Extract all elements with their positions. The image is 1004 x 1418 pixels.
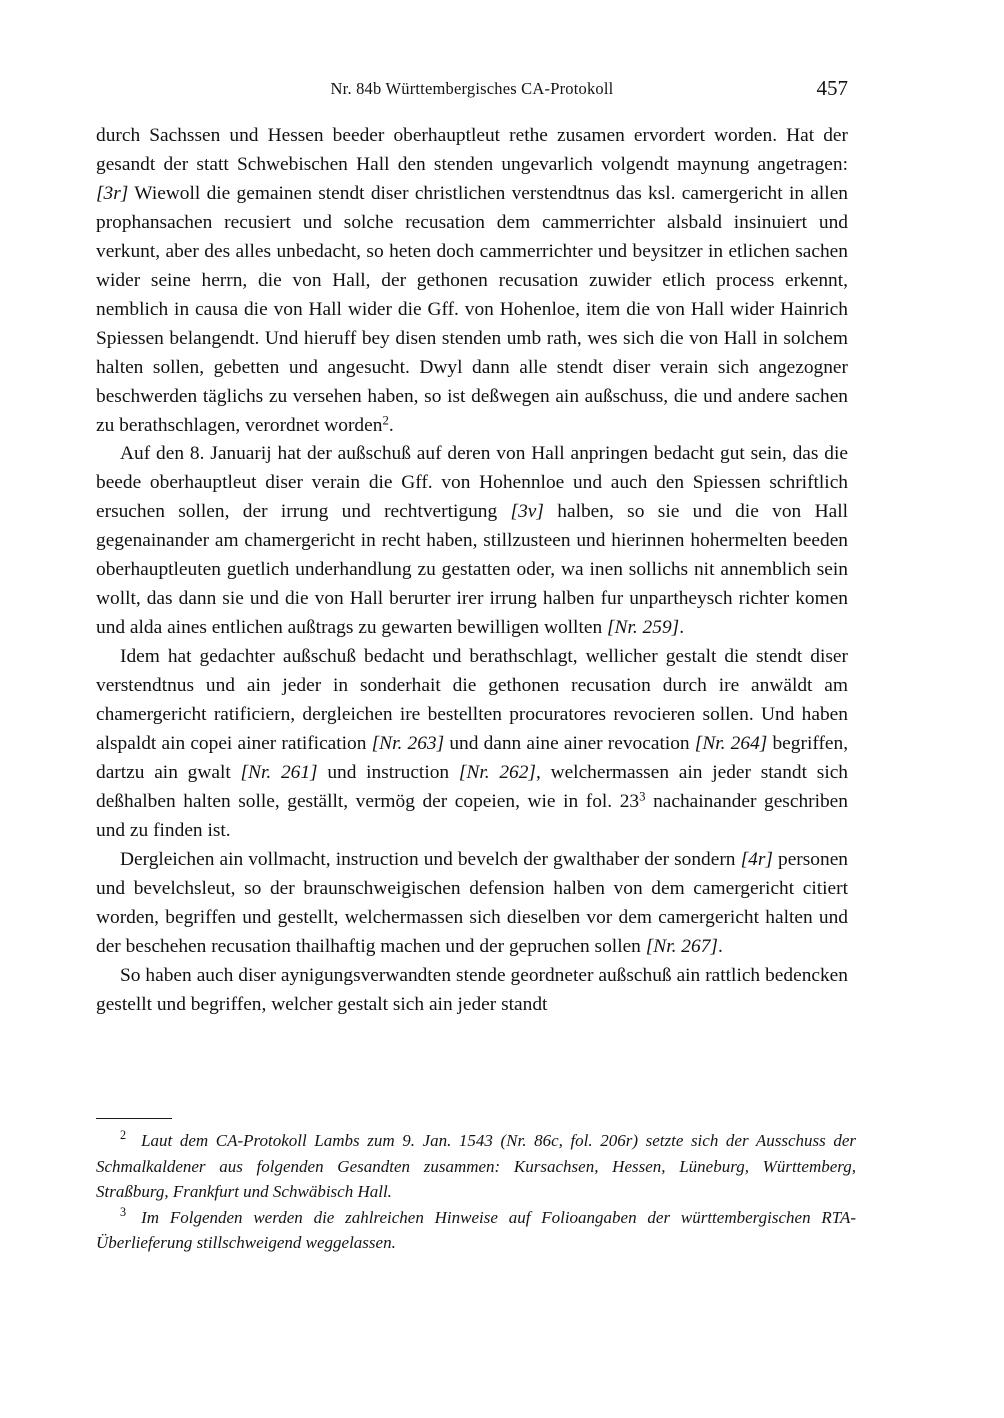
text-run: und instruction — [317, 761, 459, 783]
text-run: . — [717, 935, 723, 957]
footnote-section — [96, 1118, 856, 1255]
reference-marker: [Nr. 264] — [694, 733, 768, 755]
text-run: Auf den 8. Januarij hat der außschuß auf deren von Hall anpringen bedacht gut sein, das die beede oberhauptleut diser verain die Gff. von Hohennloe und auch den Spiessen schriftlich ersuchen sollen, der irrung und rechtvertigung — [96, 443, 848, 523]
text-run: und dann aine ainer revocation — [444, 733, 695, 755]
text-run: begriffen, dartzu ain gwalt — [96, 733, 849, 783]
footnote-reference: 3 — [639, 789, 646, 804]
footnote — [96, 1128, 856, 1204]
reference-marker: [3r] — [96, 182, 129, 204]
reference-marker: [Nr. 262] — [458, 761, 536, 783]
footnote-text: Im Folgenden werden die zahlreichen Hinweise auf Folioangaben der württembergischen RTA-Überlieferung stillschweigend weggelassen. — [96, 1207, 856, 1253]
reference-marker: [3v] — [510, 501, 544, 523]
body-paragraph — [96, 440, 848, 643]
text-run: Dergleichen ain vollmacht, instruction und bevelch der gwalthaber der sondern — [120, 848, 741, 870]
running-head — [96, 78, 848, 108]
footnote-reference: 2 — [382, 412, 389, 427]
page-number: 457 — [816, 76, 848, 100]
footnote-separator-rule — [96, 1118, 172, 1119]
footnote-marker: 3 — [120, 1204, 127, 1219]
text-run: halben, so sie und die von Hall gegenainander am chamergericht in recht haben, stillzusteen und hierinnen hohermelten beeden oberhauptleuten guetlich underhandlung zu gestatten oder, wa inen sollichs nit annemblich sein wollt, das dann sie und die von Hall berurter irer irrung halben fur unpartheysch richter komen und alda aines entlichen außtrags zu gewarten bewilligen wollten — [96, 501, 848, 639]
text-run: Idem hat gedachter außschuß bedacht und berathschlagt, wellicher gestalt die stendt diser verstendtnus und ain jeder in sonderhait die gethonen recusation durch ire anwäldt am chamergericht ratificiern, dergleichen ire bestellten procuratores revocieren sollen. Und haben alspaldt ain copei ainer ratification — [96, 646, 848, 755]
reference-marker: [Nr. 261] — [240, 761, 318, 783]
text-run: So haben auch diser aynigungsverwandten stende geordneter außschuß ain rattlich bedencken gestellt und begriffen, welcher gestalt sich ain jeder standt — [96, 964, 848, 1015]
reference-marker: [4r] — [740, 848, 773, 870]
reference-marker: [Nr. 263] — [371, 733, 445, 755]
text-run: . — [388, 414, 394, 436]
running-head-title: Nr. 84b Württembergisches CA-Protokoll — [330, 79, 614, 98]
footnote-marker: 2 — [120, 1128, 127, 1143]
text-run: nachainander geschriben und zu finden ist. — [96, 790, 848, 841]
footnote-text: Laut dem CA-Protokoll Lambs zum 9. Jan. 1543 (Nr. 86c, fol. 206r) setzte sich der Ausschuss der Schmalkaldener aus folgenden Gesandten zusammen: Kursachsen, Hessen, Lüneburg, Württemberg, Straßburg, Frankfurt und Schwäbisch Hall. — [96, 1131, 856, 1202]
text-run: personen und bevelchsleut, so der braunschweigischen defension halben von dem camergericht citiert worden, begriffen und gestellt, welchermassen sich dieselben vor dem camergericht halten und der beschehen recusation thailhaftig machen und der gepruchen sollen — [96, 848, 848, 957]
text-run: . — [679, 617, 685, 639]
reference-marker: [Nr. 259] — [606, 617, 680, 639]
text-run: Wiewoll die gemainen stendt diser christlichen verstendtnus das ksl. camergericht in allen prophansachen recusiert und solche recusation dem cammerrichter alsbald insinuiert und verkunt, aber des alles unbedacht, so heten doch cammerrichter und beysitzer in etlichen sachen wider seine herrn, die von Hall, der gethonen recusation zuwider etlich process erkennt, nemblich in causa die von Hall wider die Gff. von Hohenloe, item die von Hall wider Hainrich Spiessen belangendt. Und hieruff bey disen stenden umb rath, wes sich die von Hall in solchem halten sollen, gebetten und angesucht. Dwyl dann alle stendt diser verain sich angezogner beschwerden täglichs zu versehen haben, so ist deßwegen ain außschuss, die und andere sachen zu berathschlagen, verordnet worden — [96, 182, 848, 436]
body-paragraph — [96, 962, 848, 1020]
reference-marker: [Nr. 267] — [645, 935, 718, 957]
body-paragraph — [96, 122, 848, 440]
footnote — [96, 1205, 856, 1256]
body-paragraph — [96, 643, 848, 846]
body-paragraph — [96, 846, 848, 962]
text-run: durch Sachssen und Hessen beeder oberhauptleut rethe zusamen ervordert worden. Hat der gesandt der statt Schwebischen Hall den stenden ungevarlich volgendt maynung angetragen: — [96, 125, 848, 175]
main-text-block — [96, 122, 848, 1020]
text-run: , welchermassen ain jeder standt sich deßhalben halten solle, geställt, vermög der copeien, wie in fol. 23 — [96, 761, 849, 812]
